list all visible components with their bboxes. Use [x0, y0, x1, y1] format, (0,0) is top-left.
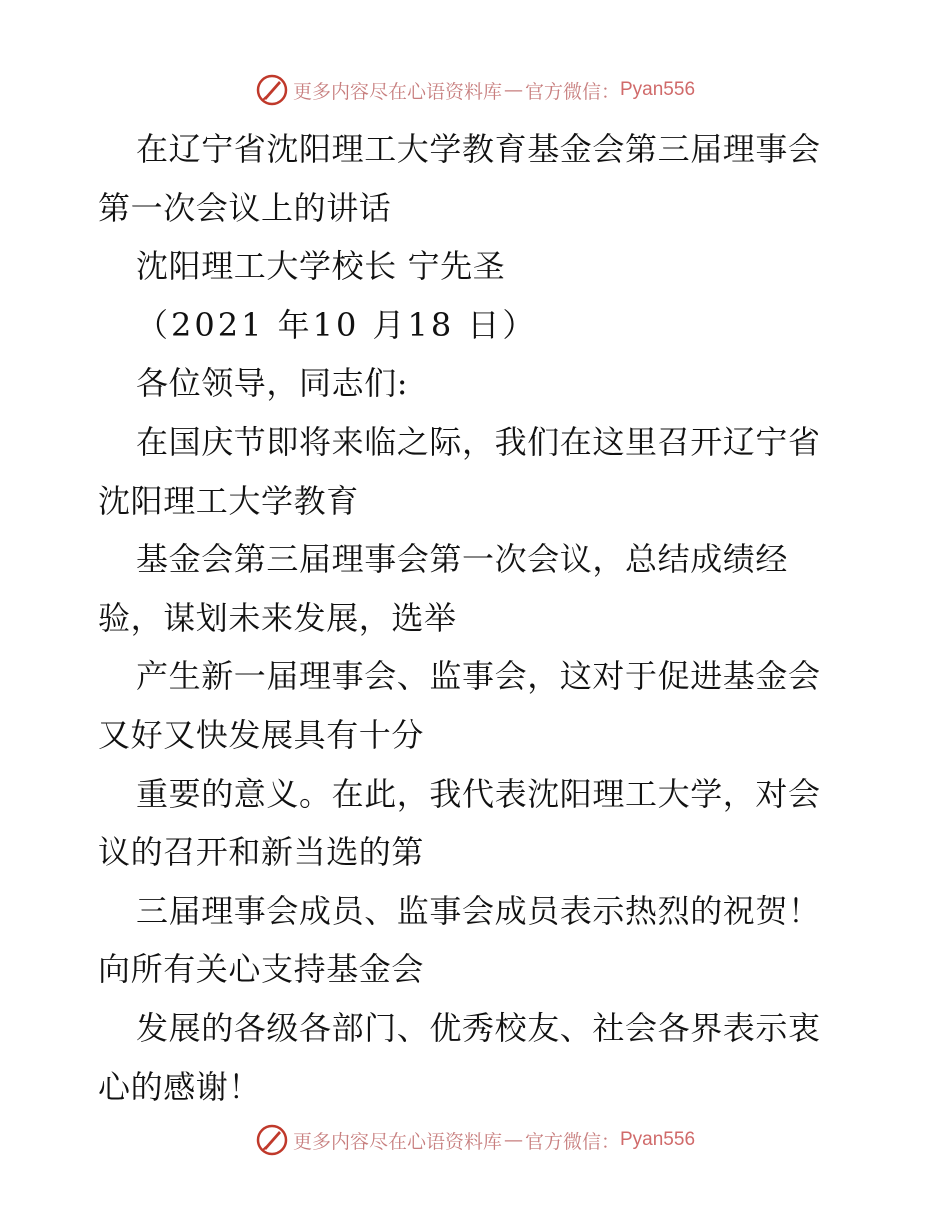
text-line: 重要的意义。在此，我代表沈阳理工大学，对会: [136, 774, 821, 813]
watermark-text: 更多内容尽在心语资料库: [292, 80, 502, 103]
text-line: 在辽宁省沈阳理工大学教育基金会第三届理事会: [136, 130, 821, 168]
watermark-official: 官方微信：: [524, 80, 620, 103]
watermark-text: 更多内容尽在心语资料库: [292, 1130, 502, 1153]
watermark-separator: —: [503, 1129, 523, 1151]
text-line: 心的感谢！: [98, 1067, 262, 1106]
text-line: 沈阳理工大学校长 宁先圣: [136, 247, 506, 286]
quill-logo-icon: [255, 1123, 289, 1157]
text-line: 又好又快发展具有十分: [98, 715, 425, 754]
text-line: 第一次会议上的讲话: [98, 188, 392, 227]
header-watermark: [0, 70, 950, 110]
text-line: 向所有关心支持基金会: [98, 950, 425, 989]
text-line: 基金会第三届理事会第一次会议，总结成绩经: [136, 540, 789, 579]
text-line: 沈阳理工大学教育: [98, 481, 359, 520]
text-line: 产生新一届理事会、监事会，这对于促进基金会: [136, 657, 821, 696]
watermark-brand: Pyan556: [620, 79, 696, 100]
text-line: 三届理事会成员、监事会成员表示热烈的祝贺！: [136, 891, 821, 930]
text-line: 发展的各级各部门、优秀校友、社会各界表示衷: [136, 1008, 821, 1047]
text-line: 在国庆节即将来临之际，我们在这里召开辽宁省: [136, 422, 821, 461]
watermark-official: 官方微信：: [524, 1130, 620, 1153]
text-line: 各位领导，同志们:: [136, 364, 409, 403]
watermark-brand: Pyan556: [620, 1129, 696, 1150]
text-line: 验，谋划未来发展，选举: [98, 598, 457, 637]
quill-logo-icon: [255, 73, 289, 107]
text-line: （2021 年10 月18 日）: [136, 305, 538, 344]
footer-watermark: [0, 1120, 950, 1160]
watermark-separator: —: [503, 79, 523, 101]
document-body: [98, 120, 858, 1116]
text-line: 议的召开和新当选的第: [98, 833, 425, 872]
